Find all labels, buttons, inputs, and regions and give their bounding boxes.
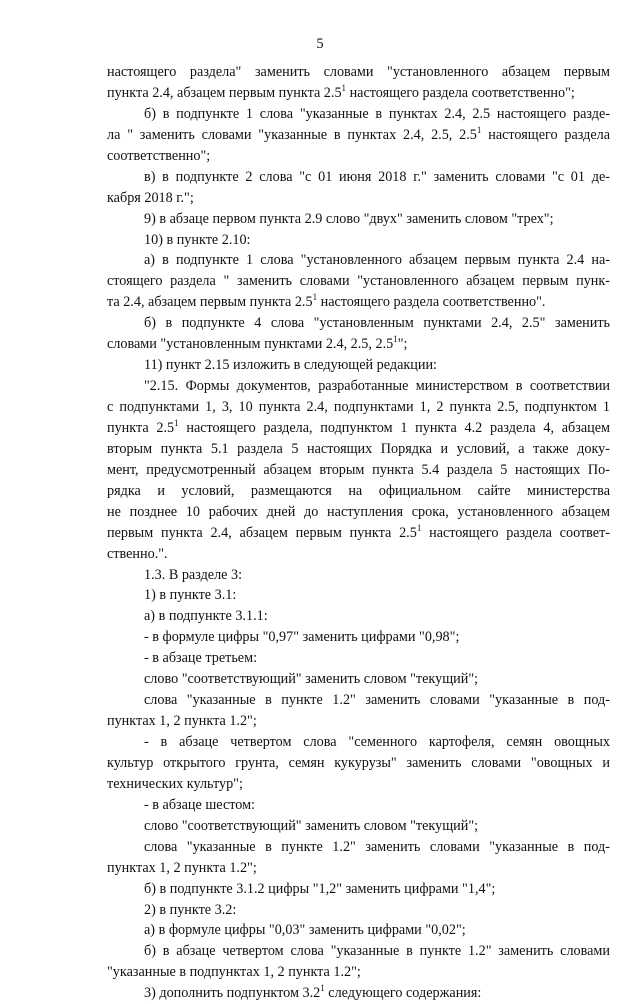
text-line [0,439,640,460]
text-line [0,146,640,167]
text-line-content: б) в подпункте 1 слова "указанные в пунктах 2.4, 2.5 настоящего разде- [144,105,610,122]
text-line [0,460,640,481]
text-line [0,62,640,83]
text-line [0,209,640,230]
text-line [0,920,640,941]
text-line [0,313,640,334]
text-line [0,376,640,397]
body-text [0,62,640,1004]
text-line [0,774,640,795]
text-line [0,795,640,816]
text-line [0,879,640,900]
text-line [0,627,640,648]
text-line-content: рядка и условий, размещаются на официальном сайте министерства [107,482,610,499]
text-line [0,167,640,188]
text-line [0,962,640,983]
text-line [0,983,640,1004]
text-line-content: а) в формуле цифры "0,03" заменить цифрами "0,02"; [144,922,466,939]
text-line [0,230,640,251]
text-line-content: пунктах 1, 2 пункта 1.2"; [107,859,257,876]
superscript-one: 1 [312,292,318,303]
text-line-content: в) в подпункте 2 слова "с 01 июня 2018 г." заменить словами "с 01 де- [144,168,610,185]
text-line-content: 1) в пункте 3.1: [144,587,237,604]
text-line-content: - в формуле цифры "0,97" заменить цифрами "0,98"; [144,629,460,646]
text-line-content: - в абзаце четвертом слова "семенного картофеля, семян овощных [144,734,610,750]
text-line [0,271,640,292]
text-line-content: 2) в пункте 3.2: [144,901,237,918]
text-line [0,585,640,606]
text-line-content: пункта 2.4, абзацем первым пункта $2.5^1$ настоящего раздела соответственно"; [107,82,575,101]
text-line-content: б) в подпункте 4 слова "установленным пунктами 2.4, 2.5" заменить [144,315,610,332]
text-line [0,816,640,837]
text-line-content: ла " заменить словами "указанные в пунктах 2.4, 2.5, $2.5^1$ настоящего раздела [107,124,610,143]
text-line [0,711,640,732]
text-line [0,355,640,376]
text-line-content: а) в подпункте 1 слова "установленного абзацем первым пункта 2.4 на- [144,252,610,269]
text-line [0,544,640,565]
text-line-content: - в абзаце шестом: [144,796,255,813]
text-line [0,900,640,921]
text-line [0,523,640,544]
text-line-content: соответственно"; [107,147,211,164]
text-line-content: 9) в абзаце первом пункта 2.9 слово "двух" заменить словом "трех"; [144,210,554,227]
superscript-one: 1 [320,983,325,994]
text-line-content: пункта $2.5^1$ настоящего раздела, подпунктом 1 пункта 4.2 раздела 4, абзацем [107,417,611,436]
text-line [0,753,640,774]
text-line-content: настоящего раздела" заменить словами "установленного абзацем первым [107,64,610,80]
text-line [0,104,640,125]
text-line [0,481,640,502]
text-line-content: 10) в пункте 2.10: [144,231,251,248]
text-line [0,669,640,690]
text-line-content: стоящего раздела " заменить словами "установленного абзацем первым пунк- [107,273,610,290]
text-line-content: первым пункта 2.4, абзацем первым пункта $2.5^1$ настоящего раздела соответ- [107,522,611,541]
text-line-content: та 2.4, абзацем первым пункта $2.5^1$ настоящего раздела соответственно". [107,292,546,311]
superscript-one: 1 [341,82,347,93]
text-line-content: 11) пункт 2.15 изложить в следующей редакции: [144,357,438,374]
text-line-content: кабря 2018 г."; [107,189,194,206]
text-line [0,397,640,418]
text-line-content: б) в подпункте 3.1.2 цифры "1,2" заменить цифрами "1,4"; [144,880,496,897]
text-line-content: пунктах 1, 2 пункта 1.2"; [107,713,257,730]
text-line-content: - в абзаце третьем: [144,650,258,667]
text-line [0,690,640,711]
text-line [0,83,640,104]
text-line [0,292,640,313]
text-line-content: "указанные в подпунктах 1, 2 пункта 1.2"; [107,964,361,981]
text-line [0,334,640,355]
text-line [0,502,640,523]
text-line [0,648,640,669]
text-line-content: б) в абзаце четвертом слова "указанные в пункте 1.2" заменить словами [144,943,610,960]
text-line [0,858,640,879]
text-line-content: 1.3. В разделе 3: [144,566,243,583]
text-line-content: технических культур"; [107,775,243,792]
text-line-content: "2.15. Формы документов, разработанные министерством в соответствии [144,378,610,395]
text-line-content: с подпунктами 1, 3, 10 пункта 2.4, подпунктами 1, 2 пункта 2.5, подпунктом 1 [107,399,610,415]
superscript-one: 1 [476,124,482,135]
text-line-content: ственно.". [107,545,168,562]
text-line-content: мент, предусмотренный абзацем вторым пункта 5.4 раздела 5 настоящих По- [107,461,610,478]
superscript-one: 1 [174,417,179,428]
text-line-content: вторым пункта 5.1 раздела 5 настоящих Порядка и условий, а также доку- [107,440,610,457]
text-line [0,250,640,271]
page-number: 5 [316,36,324,52]
text-line [0,188,640,209]
text-line-content: культур открытого грунта, семян кукурузы" заменить словами "овощных и [107,754,610,771]
superscript-one: 1 [416,522,422,533]
text-line-content: 3) дополнить подпунктом $3.2^1$ следующего содержания: [144,983,482,1002]
text-line [0,941,640,962]
text-line [0,837,640,858]
text-line-content: слова "указанные в пункте 1.2" заменить словами "указанные в под- [144,692,610,709]
text-line-content: а) в подпункте 3.1.1: [144,608,268,625]
text-line [0,732,640,753]
text-line-content: словами "установленным пунктами 2.4, 2.5, $2.5^1$"; [107,334,408,353]
text-line [0,418,640,439]
text-line-content: слово "соответствующий" заменить словом "текущий"; [144,817,479,834]
text-line-content: не позднее 10 рабочих дней до наступления срока, установленного абзацем [107,503,610,520]
text-line [0,125,640,146]
superscript-one: 1 [393,334,398,345]
text-line-content: слово "соответствующий" заменить словом "текущий"; [144,671,479,688]
text-line-content: слова "указанные в пункте 1.2" заменить словами "указанные в под- [144,838,610,855]
text-line [0,565,640,586]
text-line [0,606,640,627]
